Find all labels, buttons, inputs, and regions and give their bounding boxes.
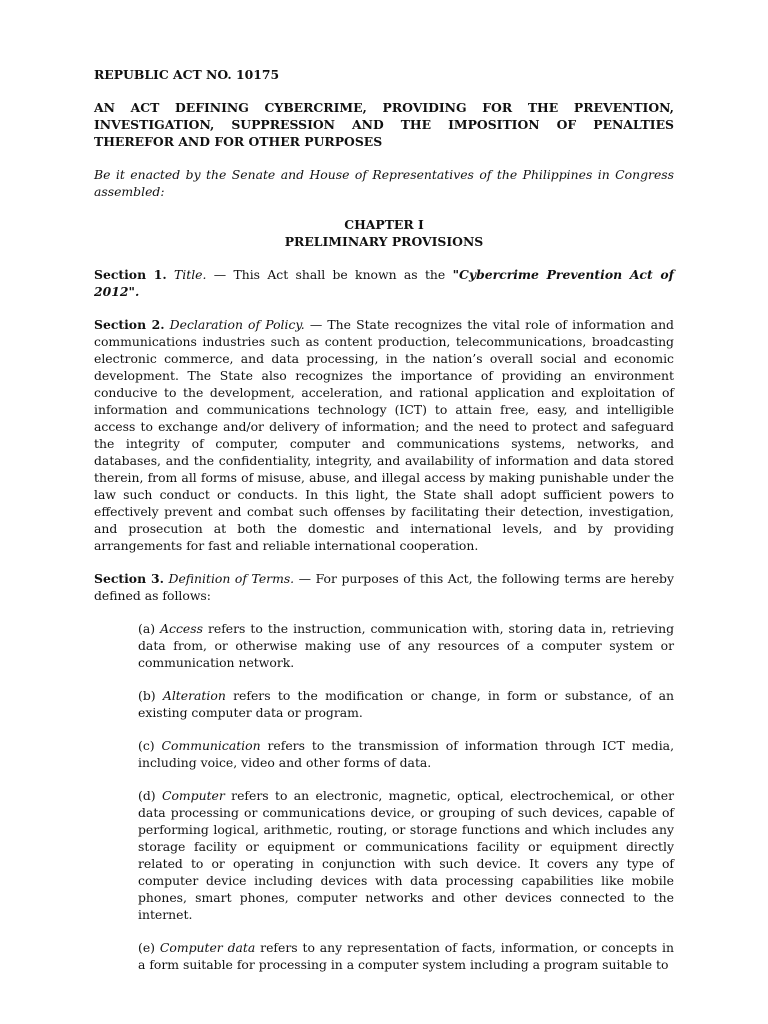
definitions-list [138,620,674,973]
chapter-number: CHAPTER I [344,217,424,232]
chapter-heading [94,216,674,250]
definition-term: Communication [161,738,261,753]
section-heading: Title. [174,267,207,282]
act-number: REPUBLIC ACT NO. 10175 [94,67,280,82]
definition-text: refers to any representation of facts, information, or concepts in a form suitable for processing in a computer system including a program suitable to [138,940,674,972]
definition-label: (c) [138,738,162,753]
chapter-title: PRELIMINARY PROVISIONS [284,234,484,249]
definition-item [138,787,674,923]
section-3 [94,570,674,604]
definition-term: Alteration [162,688,226,703]
definition-label: (a) [138,621,161,636]
definition-text: refers to the transmission of information through ICT media, including voice, video and other forms of data. [138,738,675,770]
definition-term: Computer data [159,940,256,955]
section-heading: Declaration of Policy. [169,317,305,332]
definition-text: refers to the instruction, communication with, storing data in, retrieving data from, or otherwise making use of any resources of a computer system or communication network. [138,621,674,670]
section-number: Section 2. [94,317,165,332]
definition-term: Computer [161,788,225,803]
definition-label: (e) [138,940,160,955]
section-number: Section 1. [94,267,167,282]
definition-term: Access [160,621,203,636]
section-2 [94,316,674,554]
definition-item [138,737,674,771]
definition-item [138,687,674,721]
definition-item [138,620,674,671]
section-number: Section 3. [94,571,164,586]
section-heading: Definition of Terms. [168,571,295,586]
definition-label: (d) [138,788,162,803]
short-title: "Cybercrime Prevention Act of 2012". [94,267,674,299]
definition-item [138,939,674,973]
section-1 [94,266,674,300]
enacting-clause: Be it enacted by the Senate and House of Representatives of the Philippines in Congress assembled: [94,167,674,199]
act-title: AN ACT DEFINING CYBERCRIME, PROVIDING FOR THE PREVENTION, INVESTIGATION, SUPPRESSION AND THE IMPOSITION OF PENALTIES THEREFOR AND FOR OTHER PURPOSES [94,100,674,149]
definition-label: (b) [138,688,163,703]
definition-text: refers to an electronic, magnetic, optical, electrochemical, or other data processing or communications device, or grouping of such devices, capable of performing logical, arithmetic, routing, or storage functions and which includes any storage facility or equipment or communications facility or equipment directly related to or operating in conjunction with such device. It covers any type of computer device including devices with data processing capabilities like mobile phones, smart phones, computer networks and other devices connected to the internet. [138,788,674,922]
definition-text: refers to the modification or change, in form or substance, of an existing computer data or program. [138,688,674,720]
section-text: — The State recognizes the vital role of information and communications industries such as content production, telecommunications, broadcasting electronic commerce, and data processing, in the nation’s overall social and economic development. The State also recognizes the importance of providing an environment conducive to the development, acceleration, and rational application and exploitation of information and communications technology (ICT) to attain free, easy, and intelligible access to exchange and/or delivery of information; and the need to protect and safeguard the integrity of computer, computer and communications systems, networks, and databases, and the confidentiality, integrity, and availability of information and data stored therein, from all forms of misuse, abuse, and illegal access by making punishable under the law such conduct or conducts. In this light, the State shall adopt sufficient powers to effectively prevent and combat such offenses by facilitating their detection, investigation, and prosecution at both the domestic and international levels, and by providing arrangements for fast and reliable international cooperation. [94,317,674,553]
section-text: — For purposes of this Act, the following terms are hereby defined as follows: [94,571,674,603]
section-text: — This Act shall be known as the [206,267,453,282]
